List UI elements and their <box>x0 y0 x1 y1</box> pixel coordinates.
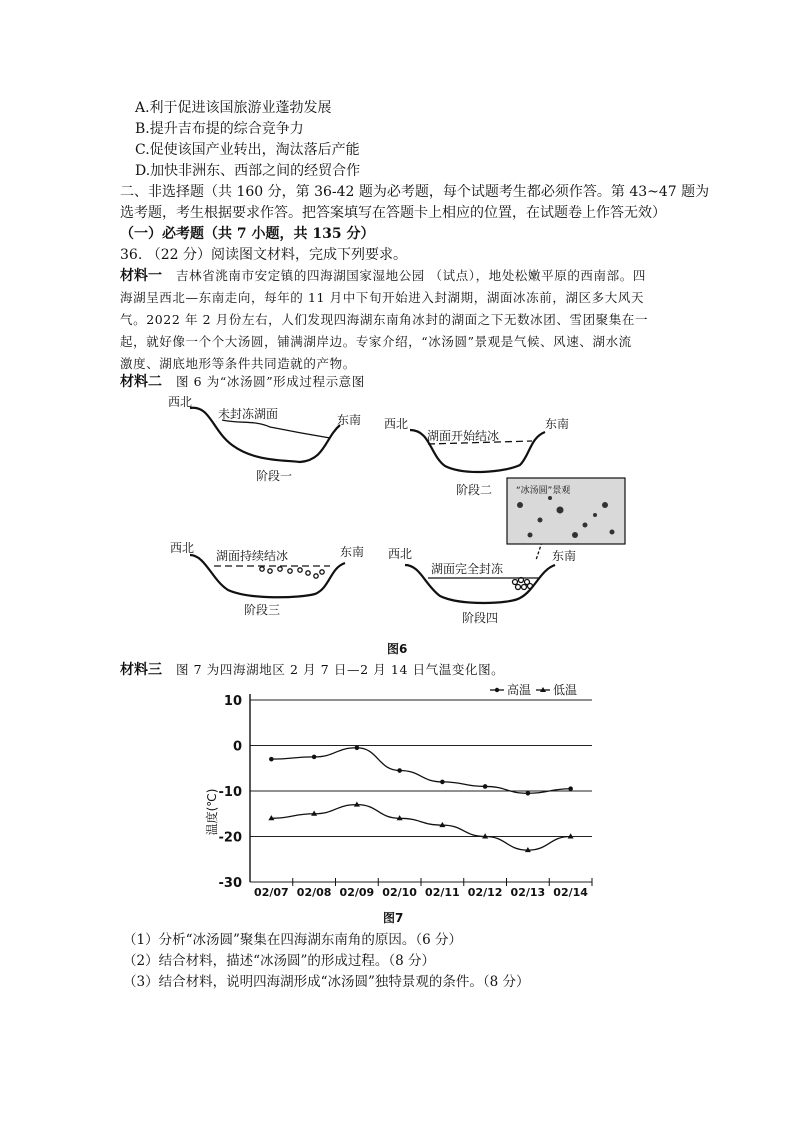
x-tick-label: 02/10 <box>382 886 417 899</box>
stage1-label: 阶段一 <box>256 469 293 483</box>
high-temp-point <box>568 786 573 791</box>
stage2-label: 阶段二 <box>456 483 493 497</box>
question-1: （1）分析“冰汤圆”聚集在四海湖东南角的原因。（6 分） <box>123 932 463 948</box>
stage3-nw: 西北 <box>170 541 195 555</box>
y-tick-label: -20 <box>218 830 242 846</box>
material2-label: 材料二 <box>120 374 162 390</box>
option-a: A.利于促进该国旅游业蓬勃发展 <box>135 100 332 116</box>
stage1-nw: 西北 <box>168 395 193 409</box>
stage2-se: 东南 <box>545 417 570 431</box>
stage3-label: 阶段三 <box>244 603 281 617</box>
section2-line2: 选考题，考生根据要求作答。把答案填写在答题卡上相应的位置，在试题卷上作答无效） <box>120 205 666 221</box>
material1-label: 材料一 <box>120 268 162 284</box>
y-axis-label: 温度(℃) <box>205 788 219 836</box>
high-temp-point <box>440 780 445 785</box>
legend-high-marker <box>495 688 499 692</box>
stage1-se: 东南 <box>337 413 362 427</box>
material1-line-3: 气。2022 年 2 月份左右，人们发现四海湖东南角冰封的湖面之下无数冰团、雪团聚集在一 <box>120 312 649 327</box>
high-temp-point <box>269 757 274 762</box>
material3-text: 图 7 为四海湖地区 2 月 7 日—2 月 14 日气温变化图。 <box>176 662 505 677</box>
figure7-caption: 图7 <box>383 911 404 925</box>
option-c: C.促使该国产业转出，淘汰落后产能 <box>135 142 360 158</box>
question-2: （2）结合材料，描述“冰汤圆”的形成过程。（8 分） <box>123 953 436 969</box>
figure6-caption: 图6 <box>387 642 408 656</box>
x-tick-label: 02/09 <box>339 886 375 899</box>
photo-label: “冰汤圆”景观 <box>516 486 571 496</box>
x-tick-label: 02/07 <box>254 886 289 899</box>
stage3-se: 东南 <box>340 545 365 559</box>
legend-low-label: 低温 <box>553 683 578 697</box>
legend-high-label: 高温 <box>507 683 532 697</box>
x-tick-label: 02/13 <box>510 886 546 899</box>
section2-line1: 二、非选择题（共 160 分，第 36-42 题为必考题，每个试题考生都必须作答。第 43~47 题为 <box>120 184 710 200</box>
high-temp-point <box>355 745 360 750</box>
series-line-low <box>271 805 570 851</box>
option-b: B.提升吉布提的综合竞争力 <box>135 121 304 137</box>
section2-subheading: （一）必考题（共 7 小题，共 135 分） <box>120 226 375 242</box>
material2-text: 图 6 为“冰汤圆”形成过程示意图 <box>176 374 365 389</box>
x-tick-label: 02/12 <box>467 886 503 899</box>
y-tick-label: -10 <box>218 785 242 800</box>
material1-line-4: 起，就好像一个个大汤圆，铺满湖岸边。专家介绍，“冰汤圆”景观是气候、风速、湖水流 <box>120 334 632 349</box>
high-temp-point <box>312 755 317 760</box>
material3-label: 材料三 <box>120 662 162 678</box>
stage4-label: 阶段四 <box>462 611 499 625</box>
stage4-se: 东南 <box>552 549 577 563</box>
stage4-note: 湖面完全封冻 <box>431 562 504 576</box>
material1-line-1: 吉林省洮南市安定镇的四海湖国家湿地公园 （试点），地处松嫩平原的西南部。四 <box>176 268 646 283</box>
high-temp-point <box>526 791 531 796</box>
high-temp-point <box>397 768 402 773</box>
y-tick-label: -30 <box>218 876 242 891</box>
stage2-nw: 西北 <box>384 417 409 431</box>
high-temp-point <box>483 784 488 789</box>
stage4-nw: 西北 <box>388 547 413 561</box>
series-line-high <box>271 748 570 794</box>
material1-line-5: 激度、湖底地形等条件共同造就的产物。 <box>120 356 356 371</box>
y-tick-label: 0 <box>232 739 242 755</box>
question-3: （3）结合材料，说明四海湖形成“冰汤圆”独特景观的条件。（8 分） <box>123 974 530 990</box>
material1-line-2: 海湖呈西北—东南走向，每年的 11 月中下旬开始进入封湖期，湖面冰冻前，湖区多大风天 <box>120 290 645 305</box>
x-tick-label: 02/11 <box>425 886 460 899</box>
y-tick-label: 10 <box>223 694 242 709</box>
stage1-note: 未封冻湖面 <box>218 407 279 421</box>
stage2-note: 湖面开始结冰 <box>427 429 500 443</box>
x-tick-label: 02/14 <box>553 886 588 899</box>
q36-intro: 36. （22 分）阅读图文材料，完成下列要求。 <box>120 247 407 263</box>
stage3-note: 湖面持续结冰 <box>216 549 289 563</box>
option-d: D.加快非洲东、西部之间的经贸合作 <box>135 163 361 179</box>
x-tick-label: 02/08 <box>296 886 332 899</box>
